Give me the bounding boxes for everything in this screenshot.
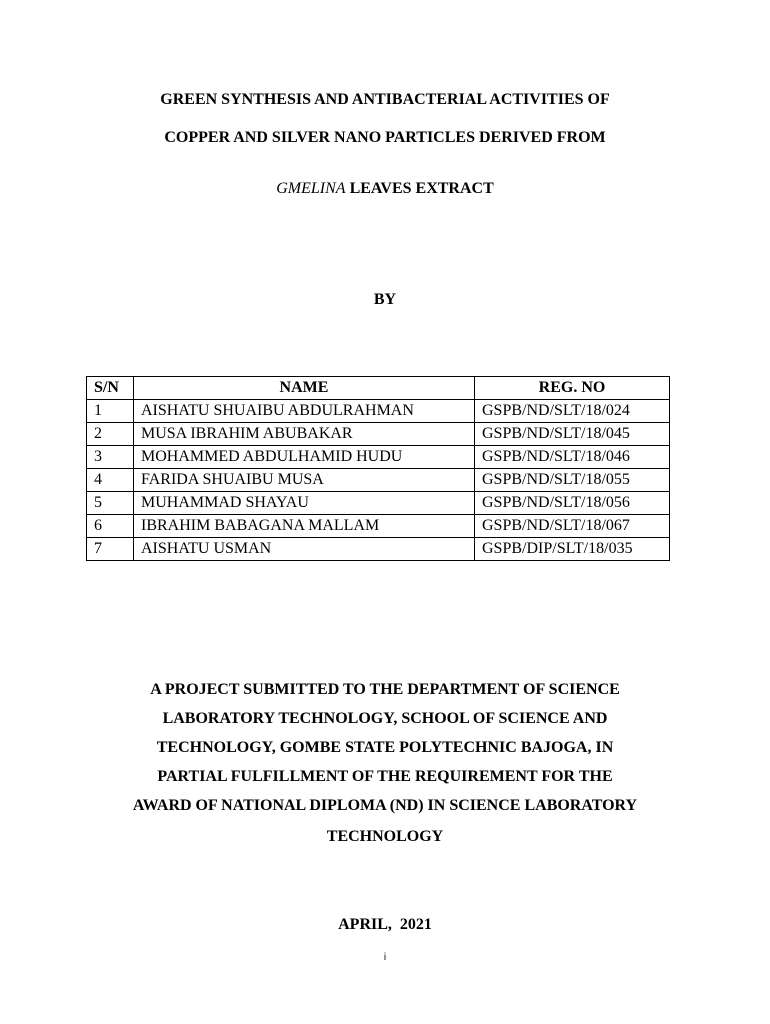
cell-name: MOHAMMED ABDULHAMID HUDU [134,446,475,469]
table-row [87,423,670,446]
cell-sn: 3 [87,446,134,469]
cell-name: AISHATU USMAN [134,538,475,561]
table-row [87,446,670,469]
submission-line-2: LABORATORY TECHNOLOGY, SCHOOL OF SCIENCE AND [162,710,608,727]
submission-line-6: TECHNOLOGY [326,828,444,845]
table-row [87,538,670,561]
submission-date: APRIL, 2021 [338,916,432,933]
cell-reg-no: GSPB/ND/SLT/18/024 [475,400,670,423]
cell-name: FARIDA SHUAIBU MUSA [134,469,475,492]
table-row [87,492,670,515]
title-line-3 [0,179,770,199]
table-row [87,400,670,423]
cell-sn: 5 [87,492,134,515]
header-reg-no: REG. NO [475,377,670,400]
cell-sn: 2 [87,423,134,446]
cell-sn: 6 [87,515,134,538]
cell-reg-no: GSPB/DIP/SLT/18/035 [475,538,670,561]
cell-name: AISHATU SHUAIBU ABDULRAHMAN [134,400,475,423]
header-name: NAME [134,377,475,400]
cell-name: IBRAHIM BABAGANA MALLAM [134,515,475,538]
by-label: BY [373,291,397,308]
cell-reg-no: GSPB/ND/SLT/18/046 [475,446,670,469]
members-table [86,376,670,561]
submission-line-3: TECHNOLOGY, GOMBE STATE POLYTECHNIC BAJOGA, IN [156,739,614,756]
table-row [87,515,670,538]
page-number: i [383,952,387,963]
title-line-3-rest: LEAVES EXTRACT [345,180,494,197]
cell-reg-no: GSPB/ND/SLT/18/045 [475,423,670,446]
cell-sn: 4 [87,469,134,492]
cell-reg-no: GSPB/ND/SLT/18/055 [475,469,670,492]
submission-line-4: PARTIAL FULFILLMENT OF THE REQUIREMENT FOR THE [157,768,613,785]
submission-line-5: AWARD OF NATIONAL DIPLOMA (ND) IN SCIENCE LABORATORY [132,797,638,814]
cell-reg-no: GSPB/ND/SLT/18/056 [475,492,670,515]
table-header-row [87,377,670,400]
cell-name: MUSA IBRAHIM ABUBAKAR [134,423,475,446]
cell-reg-no: GSPB/ND/SLT/18/067 [475,515,670,538]
title-line-1: GREEN SYNTHESIS AND ANTIBACTERIAL ACTIVITIES OF [160,91,610,108]
title-italic-word: GMELINA [276,180,346,197]
title-line-2: COPPER AND SILVER NANO PARTICLES DERIVED FROM [164,129,606,146]
submission-line-1: A PROJECT SUBMITTED TO THE DEPARTMENT OF SCIENCE [150,681,620,698]
table-row [87,469,670,492]
cell-sn: 1 [87,400,134,423]
cell-sn: 7 [87,538,134,561]
header-sn: S/N [87,377,134,400]
cell-name: MUHAMMAD SHAYAU [134,492,475,515]
